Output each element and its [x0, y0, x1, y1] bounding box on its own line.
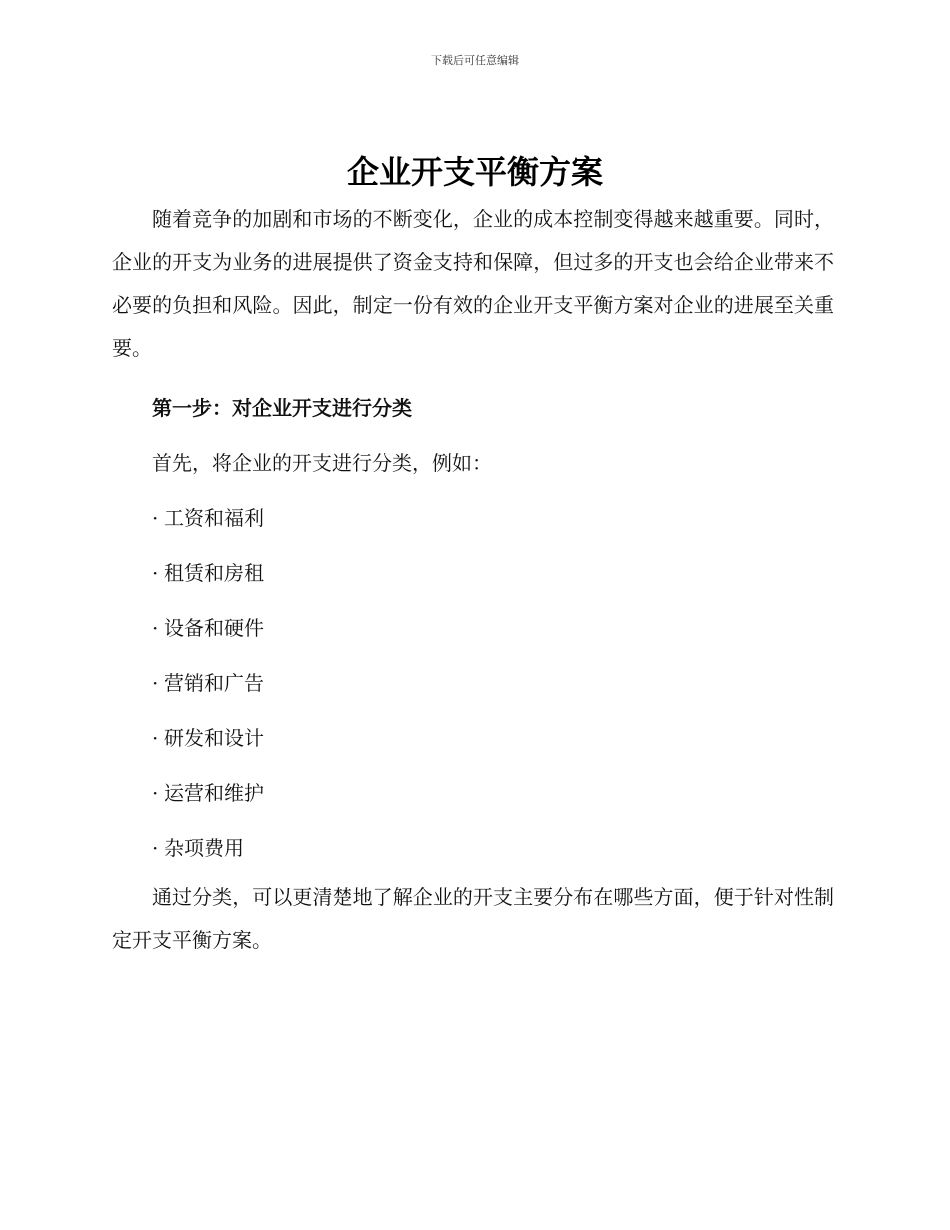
bullet-icon: · [152, 726, 159, 750]
list-item-label: 运营和维护 [164, 781, 264, 805]
list-item [112, 766, 834, 821]
document-title: 企业开支平衡方案 [346, 153, 603, 191]
list-item [112, 491, 834, 546]
list-item-label: 研发和设计 [164, 726, 264, 750]
list-item [112, 821, 834, 876]
list-item-label: 杂项费用 [164, 836, 244, 860]
list-item [112, 601, 834, 656]
expense-category-list [112, 491, 834, 876]
step1-heading: 第一步：对企业开支进行分类 [152, 396, 412, 420]
list-item-label: 设备和硬件 [164, 616, 264, 640]
header-note: 下载后可任意编辑 [431, 54, 519, 67]
list-item-label: 营销和广告 [164, 671, 264, 695]
list-item [112, 711, 834, 766]
bullet-icon: · [152, 781, 159, 805]
bullet-icon: · [152, 561, 159, 585]
bullet-icon: · [152, 836, 159, 860]
bullet-icon: · [152, 506, 159, 530]
document-body [112, 198, 834, 962]
step1-closing-paragraph: 通过分类，可以更清楚地了解企业的开支主要分布在哪些方面，便于针对性制定开支平衡方案。 [112, 885, 834, 952]
step1-lead: 首先，将企业的开支进行分类，例如： [152, 451, 492, 475]
list-item [112, 546, 834, 601]
bullet-icon: · [152, 616, 159, 640]
list-item [112, 656, 834, 711]
list-item-label: 租赁和房租 [164, 561, 264, 585]
intro-paragraph: 随着竞争的加剧和市场的不断变化，企业的成本控制变得越来越重要。同时，企业的开支为业务的进展提供了资金支持和保障，但过多的开支也会给企业带来不必要的负担和风险。因此，制定一份有效的企业开支平衡方案对企业的进展至关重要。 [112, 207, 834, 360]
list-item-label: 工资和福利 [164, 506, 264, 530]
bullet-icon: · [152, 671, 159, 695]
